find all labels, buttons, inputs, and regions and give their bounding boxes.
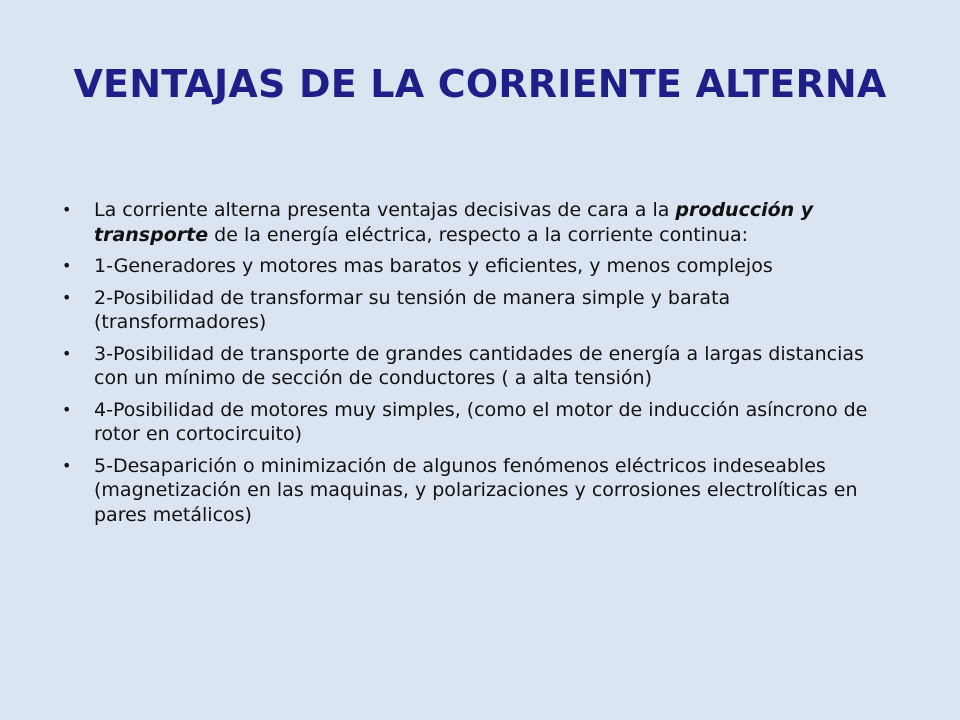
bullet-item-intro — [62, 198, 892, 247]
bullet-dot-icon: • — [62, 200, 72, 219]
bullet-text-4: 4-Posibilidad de motores muy simples, (como el motor de inducción asíncrono de rotor en cortocircuito) — [94, 398, 868, 445]
bullet-text-2: 2-Posibilidad de transformar su tensión de manera simple y barata (transformadores) — [94, 286, 731, 333]
bullet-list — [62, 198, 892, 534]
bullet-item-1 — [62, 254, 892, 279]
bullet-text-3: 3-Posibilidad de transporte de grandes cantidades de energía a largas distancias con un mínimo de sección de conductores ( a alta tensión) — [94, 342, 864, 389]
bullet-item-3 — [62, 342, 892, 391]
bullet-dot-icon: • — [62, 343, 72, 363]
bullet-text-intro-part1: La corriente alterna presenta ventajas decisivas de cara a la — [94, 199, 676, 221]
bullet-dot-icon: • — [62, 399, 72, 419]
slide-title: VENTAJAS DE LA CORRIENTE ALTERNA — [73, 62, 887, 106]
bullet-dot-icon: • — [62, 287, 72, 307]
bullet-dot-icon: • — [62, 256, 72, 275]
bullet-text-1: 1-Generadores y motores mas baratos y eficientes, y menos complejos — [94, 255, 773, 277]
bullet-text-5: 5-Desaparición o minimización de algunos fenómenos eléctricos indeseables (magnetización en las maquinas, y polarizaciones y corrosiones electrolíticas en pares metálicos) — [94, 454, 858, 526]
bullet-text-intro-emphasis: producción y transporte — [94, 199, 814, 246]
bullet-item-4 — [62, 398, 892, 447]
bullet-item-2 — [62, 286, 892, 335]
bullet-text-intro-part2: de la energía eléctrica, respecto a la corriente continua: — [208, 223, 749, 246]
bullet-item-5 — [62, 454, 892, 528]
bullet-dot-icon: • — [62, 455, 72, 475]
